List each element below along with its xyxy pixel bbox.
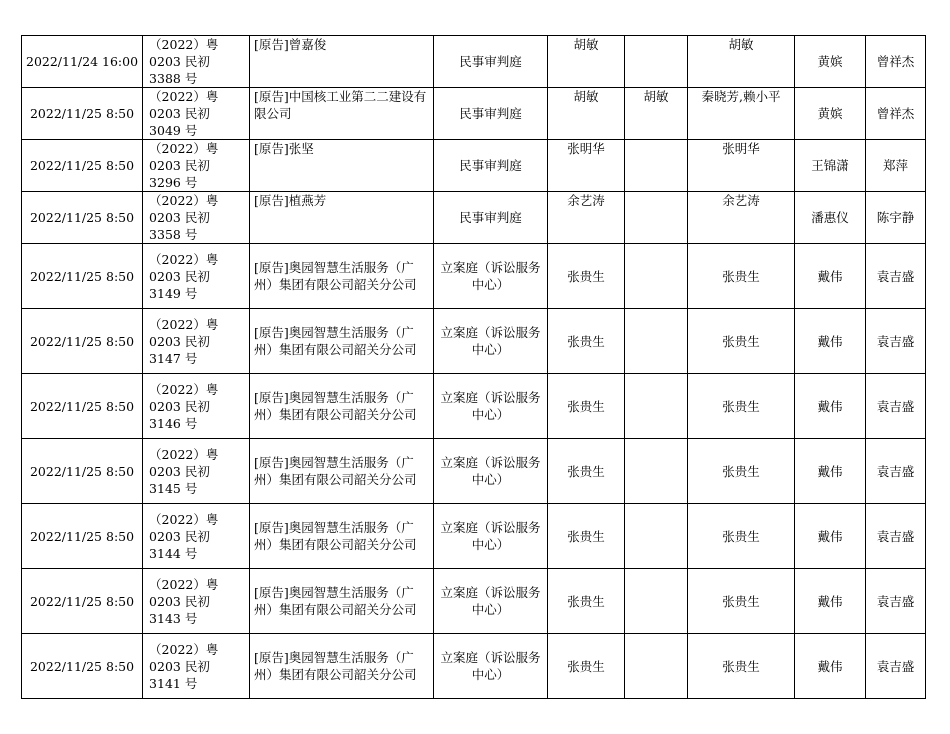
case-number: （2022）粤 0203 民初 3147 号 xyxy=(149,316,219,366)
hearing-schedule-table xyxy=(21,35,926,699)
hearing-time: 2022/11/24 16:00 xyxy=(26,54,139,69)
court-division: 立案庭（诉讼服务中心） xyxy=(440,520,541,552)
panel-members: 秦晓芳,赖小平 xyxy=(701,89,781,104)
bailiff: 袁吉盛 xyxy=(876,528,915,544)
court-division: 立案庭（诉讼服务中心） xyxy=(440,390,541,422)
panel-members: 张明华 xyxy=(722,141,760,156)
case-number: （2022）粤 0203 民初 3296 号 xyxy=(149,141,219,190)
panel-members-cell xyxy=(688,309,795,374)
table-row xyxy=(22,374,926,439)
panel-members-cell xyxy=(688,569,795,634)
court-division: 民事审判庭 xyxy=(459,106,522,121)
party-name-cell xyxy=(250,439,434,504)
judge-2-cell xyxy=(625,504,688,569)
case-number-cell xyxy=(143,244,250,309)
clerk-cell xyxy=(795,309,866,374)
hearing-time-cell xyxy=(22,504,143,569)
clerk: 戴伟 xyxy=(817,593,843,609)
court-division-cell xyxy=(434,569,548,634)
judge-2: 胡敏 xyxy=(643,89,669,104)
clerk: 戴伟 xyxy=(817,528,843,544)
clerk: 黄嫔 xyxy=(817,54,843,69)
case-number: （2022）粤 0203 民初 3358 号 xyxy=(149,193,219,242)
presiding-judge-cell xyxy=(548,634,625,699)
panel-members-cell xyxy=(688,374,795,439)
bailiff: 袁吉盛 xyxy=(876,268,915,284)
table-row xyxy=(22,634,926,699)
case-number: （2022）粤 0203 民初 3149 号 xyxy=(149,251,219,301)
party-name-cell xyxy=(250,504,434,569)
court-division: 民事审判庭 xyxy=(459,210,522,225)
table-body xyxy=(22,36,926,699)
presiding-judge: 张明华 xyxy=(567,141,605,156)
court-division: 立案庭（诉讼服务中心） xyxy=(440,325,541,357)
presiding-judge: 张贵生 xyxy=(567,268,605,284)
bailiff: 袁吉盛 xyxy=(876,593,915,609)
presiding-judge: 余艺涛 xyxy=(567,193,605,208)
party-name: [原告]曾嘉俊 xyxy=(254,37,327,52)
party-name: [原告]张坚 xyxy=(254,141,314,156)
hearing-time-cell xyxy=(22,36,143,88)
bailiff: 袁吉盛 xyxy=(876,398,915,414)
court-division-cell xyxy=(434,634,548,699)
clerk: 王锦潇 xyxy=(811,158,849,173)
clerk-cell xyxy=(795,634,866,699)
clerk: 戴伟 xyxy=(817,268,843,284)
bailiff: 曾祥杰 xyxy=(876,54,915,69)
case-number: （2022）粤 0203 民初 3049 号 xyxy=(149,89,219,138)
presiding-judge: 张贵生 xyxy=(567,658,605,674)
table-row xyxy=(22,504,926,569)
party-name-cell xyxy=(250,88,434,140)
table-row xyxy=(22,36,926,88)
hearing-time: 2022/11/25 8:50 xyxy=(29,333,135,349)
presiding-judge: 胡敏 xyxy=(573,37,599,52)
panel-members-cell xyxy=(688,244,795,309)
party-name: [原告]奥园智慧生活服务（广州）集团有限公司韶关分公司 xyxy=(254,260,417,292)
hearing-time-cell xyxy=(22,569,143,634)
party-name: [原告]植燕芳 xyxy=(254,193,327,208)
bailiff: 袁吉盛 xyxy=(876,658,915,674)
hearing-time-cell xyxy=(22,192,143,244)
hearing-time-cell xyxy=(22,88,143,140)
court-division-cell xyxy=(434,192,548,244)
bailiff-cell xyxy=(866,244,926,309)
judge-2-cell xyxy=(625,439,688,504)
case-number-cell xyxy=(143,504,250,569)
case-number-cell xyxy=(143,192,250,244)
presiding-judge-cell xyxy=(548,569,625,634)
panel-members-cell xyxy=(688,504,795,569)
bailiff-cell xyxy=(866,634,926,699)
judge-2-cell xyxy=(625,140,688,192)
panel-members: 张贵生 xyxy=(722,658,760,674)
judge-2-cell xyxy=(625,374,688,439)
presiding-judge-cell xyxy=(548,244,625,309)
clerk-cell xyxy=(795,504,866,569)
clerk: 戴伟 xyxy=(817,398,843,414)
presiding-judge: 胡敏 xyxy=(573,89,599,104)
case-number-cell xyxy=(143,140,250,192)
court-division-cell xyxy=(434,244,548,309)
court-division: 立案庭（诉讼服务中心） xyxy=(440,585,541,617)
case-number-cell xyxy=(143,309,250,374)
presiding-judge-cell xyxy=(548,309,625,374)
hearing-time: 2022/11/25 8:50 xyxy=(29,158,135,173)
party-name-cell xyxy=(250,569,434,634)
presiding-judge: 张贵生 xyxy=(567,398,605,414)
bailiff: 袁吉盛 xyxy=(876,463,915,479)
clerk-cell xyxy=(795,36,866,88)
case-number-cell xyxy=(143,569,250,634)
panel-members: 张贵生 xyxy=(722,528,760,544)
panel-members-cell xyxy=(688,634,795,699)
panel-members-cell xyxy=(688,36,795,88)
hearing-time-cell xyxy=(22,309,143,374)
bailiff-cell xyxy=(866,192,926,244)
panel-members-cell xyxy=(688,140,795,192)
presiding-judge: 张贵生 xyxy=(567,593,605,609)
panel-members: 张贵生 xyxy=(722,463,760,479)
bailiff-cell xyxy=(866,140,926,192)
bailiff-cell xyxy=(866,439,926,504)
court-division-cell xyxy=(434,374,548,439)
party-name: [原告]奥园智慧生活服务（广州）集团有限公司韶关分公司 xyxy=(254,650,417,682)
case-number: （2022）粤 0203 民初 3146 号 xyxy=(149,381,219,431)
clerk: 潘惠仪 xyxy=(811,210,849,225)
presiding-judge-cell xyxy=(548,88,625,140)
bailiff: 郑萍 xyxy=(883,158,909,173)
court-division: 立案庭（诉讼服务中心） xyxy=(440,455,541,487)
hearing-time: 2022/11/25 8:50 xyxy=(29,463,135,479)
hearing-time: 2022/11/25 8:50 xyxy=(29,398,135,414)
case-number-cell xyxy=(143,88,250,140)
clerk-cell xyxy=(795,374,866,439)
party-name: [原告]中国核工业第二二建设有限公司 xyxy=(254,89,427,121)
court-division-cell xyxy=(434,88,548,140)
case-number-cell xyxy=(143,36,250,88)
party-name: [原告]奥园智慧生活服务（广州）集团有限公司韶关分公司 xyxy=(254,585,417,617)
party-name: [原告]奥园智慧生活服务（广州）集团有限公司韶关分公司 xyxy=(254,390,417,422)
panel-members-cell xyxy=(688,88,795,140)
hearing-time-cell xyxy=(22,439,143,504)
table-row xyxy=(22,88,926,140)
judge-2-cell xyxy=(625,192,688,244)
presiding-judge-cell xyxy=(548,36,625,88)
hearing-time: 2022/11/25 8:50 xyxy=(29,593,135,609)
court-division: 立案庭（诉讼服务中心） xyxy=(440,260,541,292)
case-number: （2022）粤 0203 民初 3145 号 xyxy=(149,446,219,496)
presiding-judge-cell xyxy=(548,439,625,504)
bailiff-cell xyxy=(866,309,926,374)
bailiff-cell xyxy=(866,504,926,569)
court-division-cell xyxy=(434,439,548,504)
party-name-cell xyxy=(250,634,434,699)
court-division-cell xyxy=(434,140,548,192)
clerk-cell xyxy=(795,88,866,140)
hearing-time: 2022/11/25 8:50 xyxy=(29,528,135,544)
case-number: （2022）粤 0203 民初 3141 号 xyxy=(149,641,219,691)
party-name: [原告]奥园智慧生活服务（广州）集团有限公司韶关分公司 xyxy=(254,520,417,552)
table-row xyxy=(22,192,926,244)
judge-2-cell xyxy=(625,634,688,699)
court-division: 民事审判庭 xyxy=(459,158,522,173)
table-row xyxy=(22,569,926,634)
bailiff-cell xyxy=(866,569,926,634)
case-number-cell xyxy=(143,634,250,699)
court-division: 立案庭（诉讼服务中心） xyxy=(440,650,541,682)
party-name-cell xyxy=(250,36,434,88)
court-division: 民事审判庭 xyxy=(459,54,522,69)
party-name-cell xyxy=(250,374,434,439)
clerk: 黄嫔 xyxy=(817,106,843,121)
bailiff-cell xyxy=(866,36,926,88)
clerk: 戴伟 xyxy=(817,658,843,674)
bailiff: 陈宇静 xyxy=(876,210,915,225)
clerk-cell xyxy=(795,244,866,309)
bailiff: 曾祥杰 xyxy=(876,106,915,121)
party-name-cell xyxy=(250,192,434,244)
hearing-time-cell xyxy=(22,374,143,439)
judge-2-cell xyxy=(625,244,688,309)
case-number-cell xyxy=(143,439,250,504)
panel-members: 张贵生 xyxy=(722,333,760,349)
case-number-cell xyxy=(143,374,250,439)
judge-2-cell xyxy=(625,569,688,634)
panel-members: 张贵生 xyxy=(722,593,760,609)
presiding-judge-cell xyxy=(548,140,625,192)
bailiff-cell xyxy=(866,88,926,140)
panel-members: 余艺涛 xyxy=(722,193,760,208)
court-division-cell xyxy=(434,309,548,374)
clerk-cell xyxy=(795,569,866,634)
clerk: 戴伟 xyxy=(817,333,843,349)
panel-members: 胡敏 xyxy=(728,37,754,52)
panel-members: 张贵生 xyxy=(722,398,760,414)
presiding-judge: 张贵生 xyxy=(567,333,605,349)
presiding-judge-cell xyxy=(548,504,625,569)
presiding-judge-cell xyxy=(548,192,625,244)
clerk-cell xyxy=(795,439,866,504)
case-number: （2022）粤 0203 民初 3143 号 xyxy=(149,576,219,626)
panel-members-cell xyxy=(688,192,795,244)
party-name-cell xyxy=(250,140,434,192)
case-number: （2022）粤 0203 民初 3144 号 xyxy=(149,511,219,561)
hearing-time-cell xyxy=(22,140,143,192)
hearing-time: 2022/11/25 8:50 xyxy=(29,658,135,674)
case-number: （2022）粤 0203 民初 3388 号 xyxy=(149,37,219,86)
presiding-judge: 张贵生 xyxy=(567,463,605,479)
table-row xyxy=(22,309,926,374)
hearing-time: 2022/11/25 8:50 xyxy=(29,106,135,121)
party-name-cell xyxy=(250,309,434,374)
clerk-cell xyxy=(795,140,866,192)
panel-members: 张贵生 xyxy=(722,268,760,284)
judge-2-cell xyxy=(625,309,688,374)
presiding-judge-cell xyxy=(548,374,625,439)
bailiff: 袁吉盛 xyxy=(876,333,915,349)
bailiff-cell xyxy=(866,374,926,439)
clerk-cell xyxy=(795,192,866,244)
hearing-time: 2022/11/25 8:50 xyxy=(29,210,135,225)
hearing-time: 2022/11/25 8:50 xyxy=(29,268,135,284)
presiding-judge: 张贵生 xyxy=(567,528,605,544)
party-name-cell xyxy=(250,244,434,309)
table-row xyxy=(22,439,926,504)
hearing-time-cell xyxy=(22,634,143,699)
judge-2-cell xyxy=(625,88,688,140)
party-name: [原告]奥园智慧生活服务（广州）集团有限公司韶关分公司 xyxy=(254,325,417,357)
judge-2-cell xyxy=(625,36,688,88)
table-row xyxy=(22,140,926,192)
party-name: [原告]奥园智慧生活服务（广州）集团有限公司韶关分公司 xyxy=(254,455,417,487)
court-division-cell xyxy=(434,36,548,88)
clerk: 戴伟 xyxy=(817,463,843,479)
hearing-time-cell xyxy=(22,244,143,309)
panel-members-cell xyxy=(688,439,795,504)
table-row xyxy=(22,244,926,309)
court-division-cell xyxy=(434,504,548,569)
